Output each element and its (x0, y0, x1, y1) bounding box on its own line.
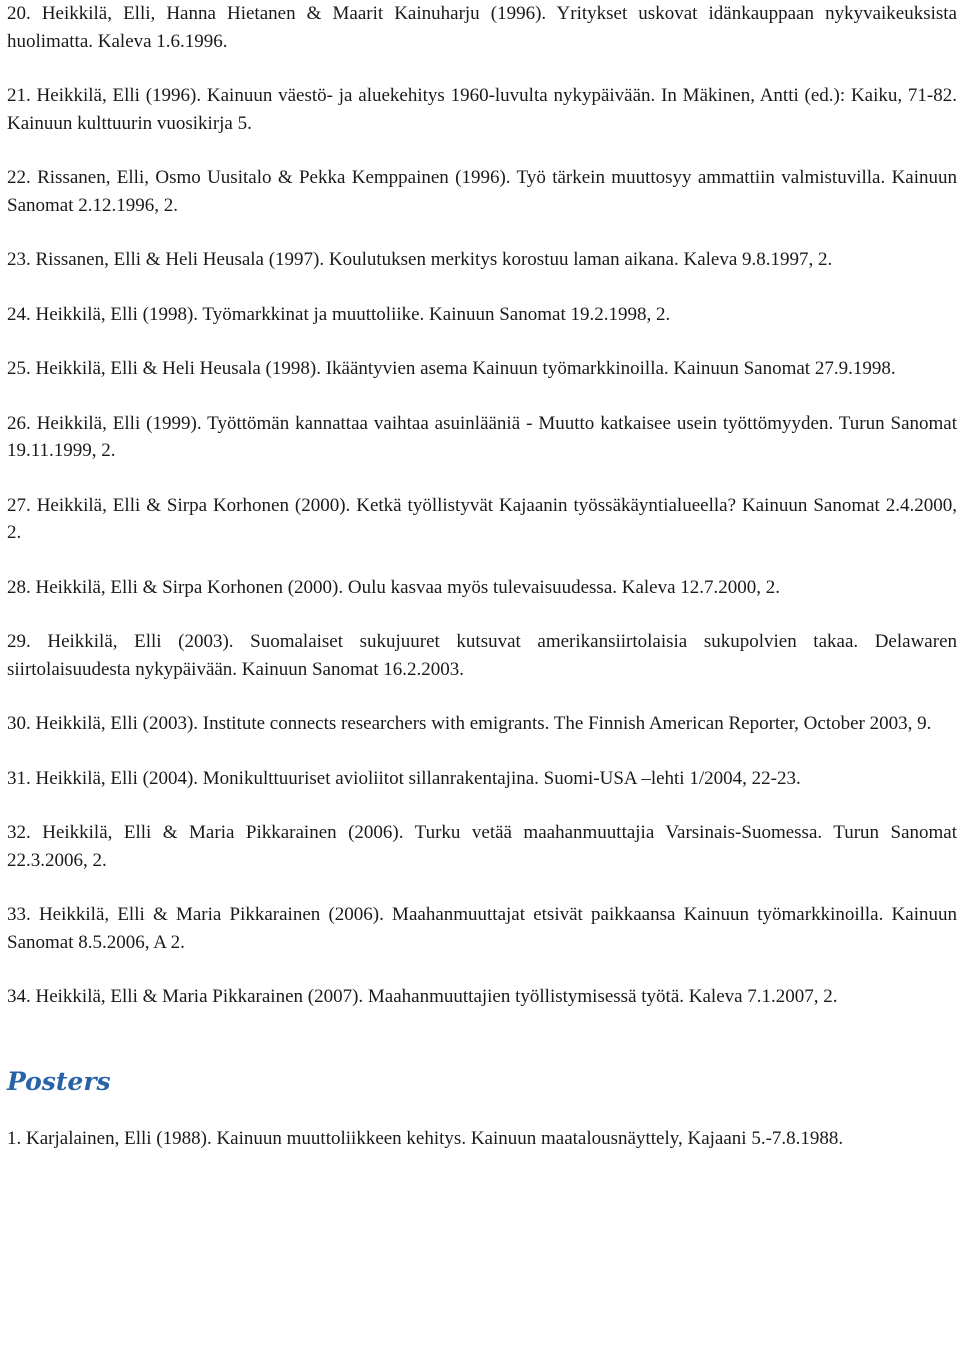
reference-entry: 26. Heikkilä, Elli (1999). Työttömän kannattaa vaihtaa asuinlääniä - Muutto katkaisee usein työttömyyden. Turun Sanomat 19.11.1999, 2. (7, 412, 957, 461)
reference-entry: 23. Rissanen, Elli & Heli Heusala (1997). Koulutuksen merkitys korostuu laman aikana. Kaleva 9.8.1997, 2. (7, 249, 833, 270)
posters-heading: Posters (7, 1066, 111, 1096)
reference-entry: 22. Rissanen, Elli, Osmo Uusitalo & Pekka Kemppainen (1996). Työ tärkein muuttosyy ammattiin valmistuvilla. Kainuun Sanomat 2.12.1996, 2. (7, 167, 957, 216)
reference-entry: 32. Heikkilä, Elli & Maria Pikkarainen (2006). Turku vetää maahanmuuttajia Varsinais-Suomessa. Turun Sanomat 22.3.2006, 2. (7, 822, 957, 871)
reference-entry: 30. Heikkilä, Elli (2003). Institute connects researchers with emigrants. The Finnish American Reporter, October 2003, 9. (7, 713, 932, 734)
reference-entry: 34. Heikkilä, Elli & Maria Pikkarainen (2007). Maahanmuuttajien työllistymisessä työtä. Kaleva 7.1.2007, 2. (7, 986, 838, 1007)
reference-entry: 31. Heikkilä, Elli (2004). Monikulttuuriset avioliitot sillanrakentajina. Suomi-USA –lehti 1/2004, 22-23. (7, 767, 801, 789)
posters-list (7, 1125, 957, 1153)
reference-entry: 24. Heikkilä, Elli (1998). Työmarkkinat ja muuttoliike. Kainuun Sanomat 19.2.1998, 2. (7, 303, 671, 325)
poster-entry: 1. Karjalainen, Elli (1988). Kainuun muuttoliikkeen kehitys. Kainuun maatalousnäyttely, Kajaani 5.-7.8.1988. (7, 1127, 844, 1149)
reference-list (7, 0, 957, 1011)
reference-entry: 20. Heikkilä, Elli, Hanna Hietanen & Maarit Kainuharju (1996). Yritykset uskovat idänkauppaan nykyvaikeuksista huolimatta. Kaleva 1.6.1996. (7, 3, 957, 52)
reference-entry: 27. Heikkilä, Elli & Sirpa Korhonen (2000). Ketkä työllistyvät Kajaanin työssäkäyntialueella? Kainuun Sanomat 2.4.2000, 2. (7, 494, 957, 543)
reference-entry: 28. Heikkilä, Elli & Sirpa Korhonen (2000). Oulu kasvaa myös tulevaisuudessa. Kaleva 12.7.2000, 2. (7, 576, 781, 598)
reference-entry: 33. Heikkilä, Elli & Maria Pikkarainen (2006). Maahanmuuttajat etsivät paikkaansa Kainuun työmarkkinoilla. Kainuun Sanomat 8.5.2006, A 2. (7, 904, 957, 953)
reference-entry: 29. Heikkilä, Elli (2003). Suomalaiset sukujuuret kutsuvat amerikansiirtolaisia sukupolvien takaa. Delawaren siirtolaisuudesta nykypäivään. Kainuun Sanomat 16.2.2003. (7, 631, 957, 680)
reference-entry: 25. Heikkilä, Elli & Heli Heusala (1998). Ikääntyvien asema Kainuun työmarkkinoilla. Kainuun Sanomat 27.9.1998. (7, 358, 896, 379)
reference-entry: 21. Heikkilä, Elli (1996). Kainuun väestö- ja aluekehitys 1960-luvulta nykypäivään. In Mäkinen, Antti (ed.): Kaiku, 71-82. Kainuun kulttuurin vuosikirja 5. (7, 85, 957, 134)
document-page (7, 0, 957, 1179)
